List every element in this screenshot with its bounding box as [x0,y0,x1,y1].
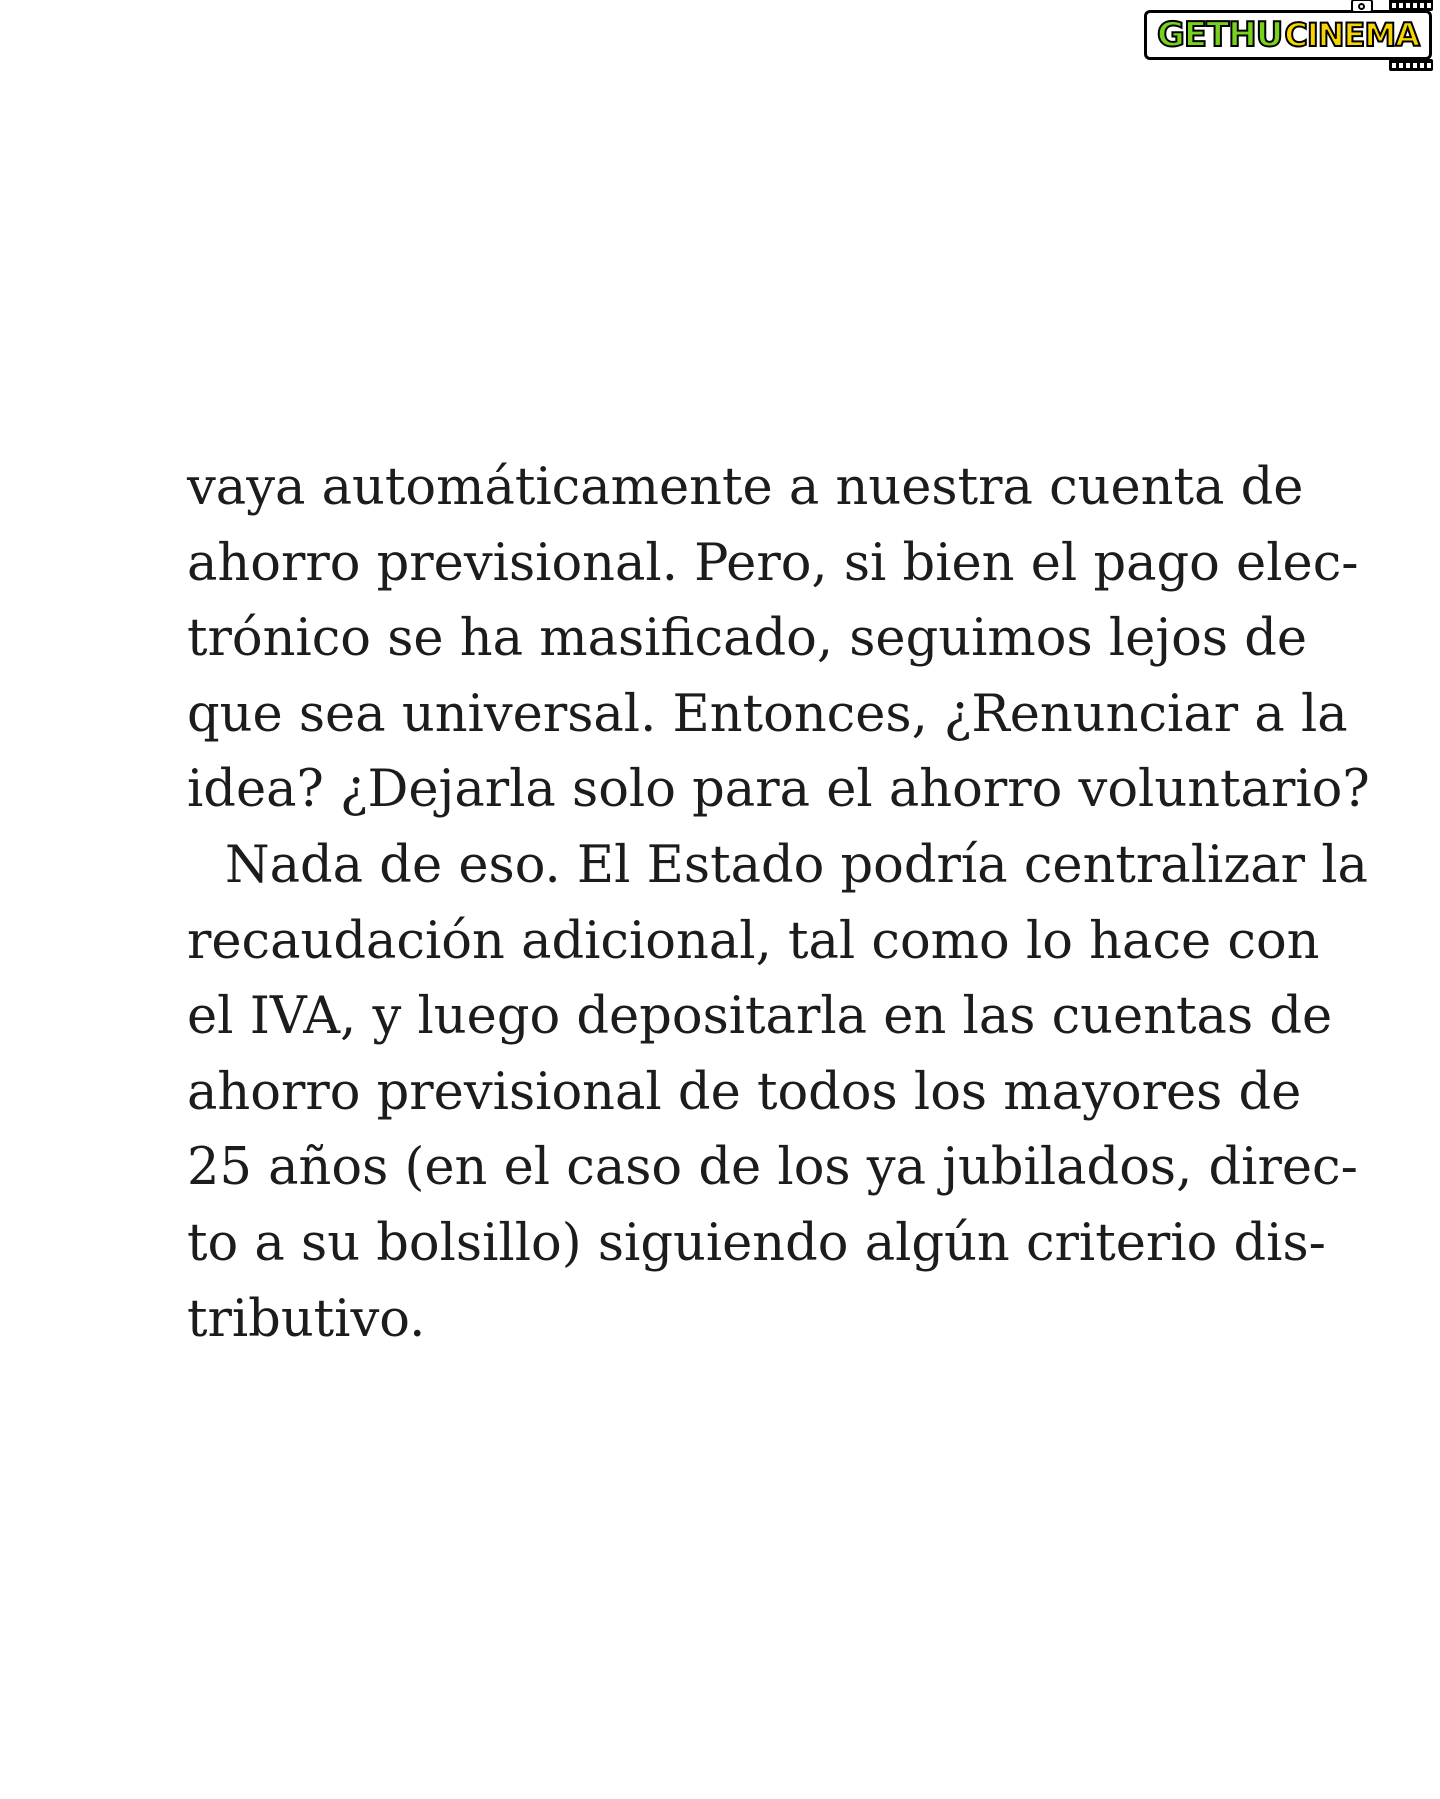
film-strip-bottom-icon [1389,59,1433,71]
article-line: vaya automáticamente a nuestra cuenta de [187,458,1304,517]
watermark-text-gethu: GETHU [1156,15,1283,55]
watermark-logo-box [1144,10,1432,60]
article-line: idea? ¿Dejarla solo para el ahorro voluntario? [187,760,1370,820]
article-line: ahorro previsional de todos los mayores de [187,1062,1302,1122]
article-line: recaudación adicional, tal como lo hace con [187,911,1320,971]
camera-icon [1351,0,1373,13]
article-line: que sea universal. Entonces, ¿Renunciar a la [187,684,1348,744]
article-line-last: tributivo. [187,1289,426,1349]
article-text-block [187,450,1370,1357]
article-line-paragraph-start: Nada de eso. El Estado podría centralizar la [225,835,1368,895]
article-line: trónico se ha masificado, seguimos lejos de [187,609,1308,669]
article-line: el IVA, y luego depositarla en las cuentas de [187,987,1333,1047]
watermark-logo [1144,6,1432,64]
watermark-text-cinema: CINEMA [1284,16,1419,54]
article-line: 25 años (en el caso de los ya jubilados, direc- [187,1138,1358,1198]
article-line: ahorro previsional. Pero, si bien el pago elec- [187,533,1359,593]
film-strip-icon [1389,0,1433,11]
article-line: to a su bolsillo) siguiendo algún criterio dis- [187,1213,1326,1273]
